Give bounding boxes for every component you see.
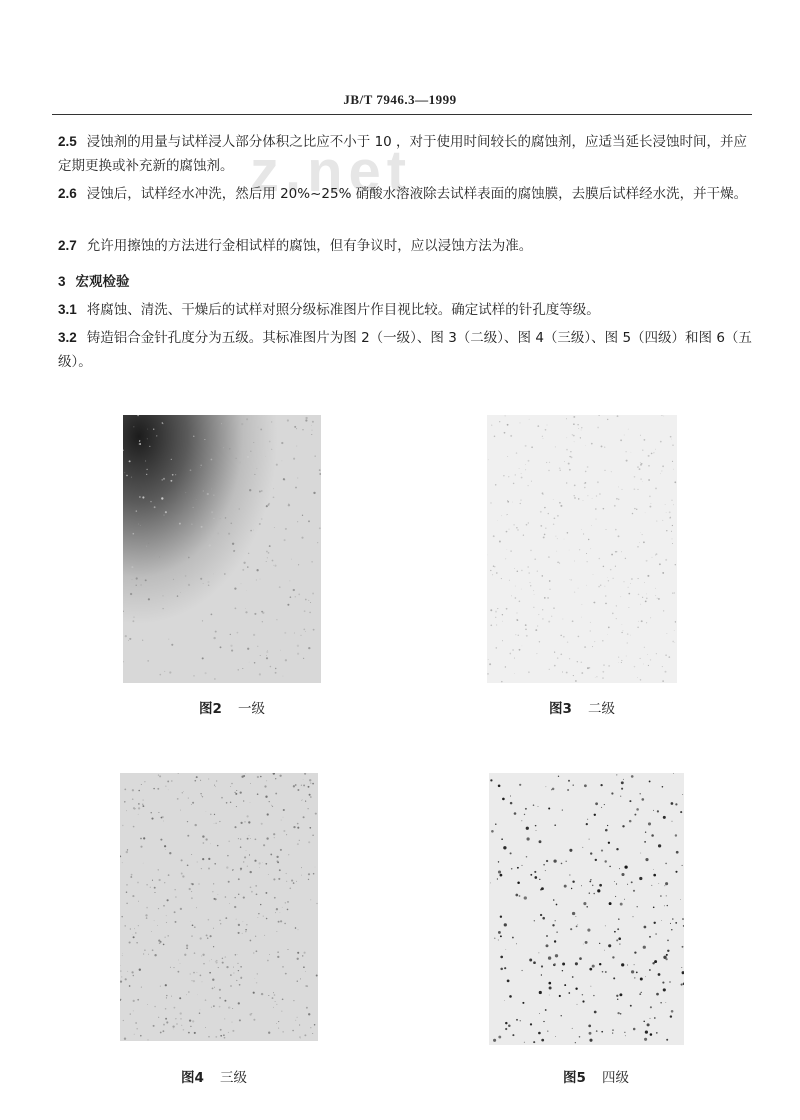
paragraph-2-5 xyxy=(58,130,758,178)
figure-5-caption xyxy=(486,1066,706,1086)
figure-2-image xyxy=(123,415,321,683)
paragraph-3-1 xyxy=(58,298,758,322)
clause-number: 2.6 xyxy=(58,186,77,201)
clause-number: 2.5 xyxy=(58,134,77,149)
figure-3-caption xyxy=(472,697,692,717)
figure-5-image xyxy=(489,773,684,1045)
clause-text: 浸蚀后，试样经水冲洗，然后用 20%~25% 硝酸水溶液除去试样表面的腐蚀膜，去膜后试样经水洗，并干燥。 xyxy=(86,186,748,202)
header-rule xyxy=(52,114,752,115)
figure-5-label: 图5 xyxy=(563,1070,586,1086)
figure-5-texture xyxy=(489,773,684,1045)
clause-text: 允许用擦蚀的方法进行金相试样的腐蚀，但有争议时，应以浸蚀方法为准。 xyxy=(86,238,533,254)
figure-4-caption xyxy=(104,1066,324,1086)
clause-number: 2.7 xyxy=(58,238,77,253)
standard-code-header: JB/T 7946.3—1999 xyxy=(343,92,457,107)
figure-4-level: 三级 xyxy=(219,1070,247,1086)
watermark: z.net xyxy=(250,139,413,204)
figure-4-label: 图4 xyxy=(181,1070,204,1086)
figure-3-image xyxy=(487,415,677,683)
figure-3-texture xyxy=(487,415,677,683)
paragraph-2-7 xyxy=(58,234,758,258)
figure-5-level: 四级 xyxy=(601,1070,629,1086)
figure-3-label: 图3 xyxy=(549,701,572,717)
section-text: 宏观检验 xyxy=(75,274,130,290)
figure-2-level: 一级 xyxy=(237,701,265,717)
figure-4-image xyxy=(120,773,318,1041)
figure-2-label: 图2 xyxy=(199,701,222,717)
clause-number: 3.1 xyxy=(58,302,77,317)
section-number: 3 xyxy=(58,274,66,289)
paragraph-3-2 xyxy=(58,326,758,374)
figure-4-texture xyxy=(120,773,318,1041)
section-3-title xyxy=(58,270,758,294)
figure-2-texture xyxy=(123,415,321,683)
figure-3-level: 二级 xyxy=(587,701,615,717)
clause-number: 3.2 xyxy=(58,330,77,345)
paragraph-2-6 xyxy=(58,182,758,206)
figure-2-caption xyxy=(122,697,342,717)
clause-text: 浸蚀剂的用量与试样浸人部分体积之比应不小于 10 ，对于使用时间较长的腐蚀剂，应适当延长浸蚀时间，并应定期更换或补充新的腐蚀剂。 xyxy=(58,134,748,174)
clause-text: 铸造铝合金针孔度分为五级。其标准图片为图 2（一级）、图 3（二级）、图 4（三级）、图 5（四级）和图 6（五级）。 xyxy=(58,330,752,370)
clause-text: 将腐蚀、清洗、干燥后的试样对照分级标准图片作目视比较。确定试样的针孔度等级。 xyxy=(86,302,600,318)
